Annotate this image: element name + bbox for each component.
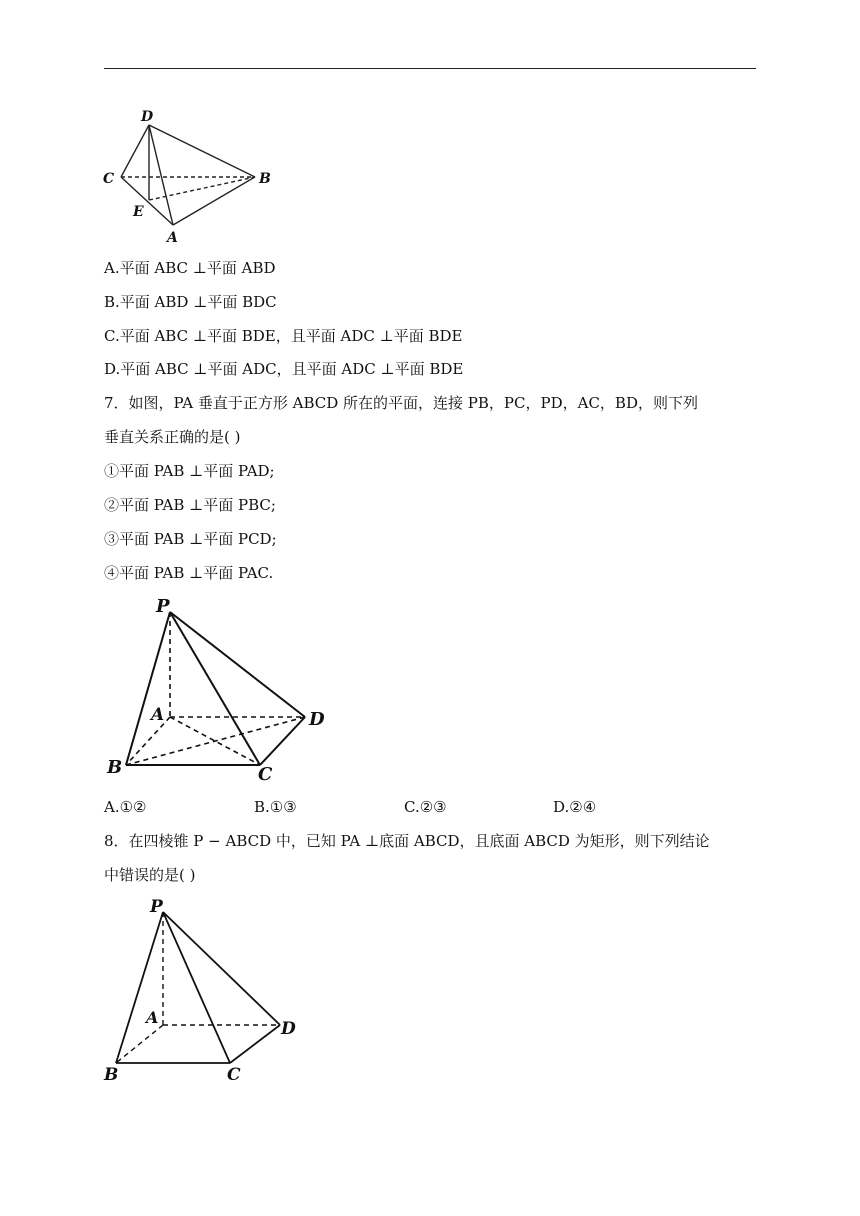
label-B: B (259, 171, 271, 187)
label-D: D (281, 1019, 296, 1039)
figure-pyramid-q7 (100, 592, 340, 788)
q7-item-3: ③平面 PAB ⊥平面 PCD; (104, 530, 277, 548)
label-P: P (156, 596, 170, 617)
q6-option-a: A.平面 ABC ⊥平面 ABD (104, 259, 276, 277)
figure-pyramid-q8 (100, 892, 310, 1088)
q7-item-1: ①平面 PAB ⊥平面 PAD; (104, 462, 275, 480)
q6-option-b: B.平面 ABD ⊥平面 BDC (104, 293, 277, 311)
q7-item-4: ④平面 PAB ⊥平面 PAC. (104, 564, 274, 582)
header-rule (104, 68, 756, 69)
label-A: A (167, 230, 178, 246)
label-A: A (151, 705, 165, 725)
label-A: A (146, 1008, 159, 1027)
label-B: B (107, 757, 123, 778)
label-D: D (309, 709, 325, 730)
q7-stem-line1: 7．如图，PA 垂直于正方形 ABCD 所在的平面，连接 PB，PC，PD，AC，BD，则下列 (104, 394, 698, 412)
q7-item-2: ②平面 PAB ⊥平面 PBC; (104, 496, 276, 514)
q8-stem-line1: 8．在四棱锥 P − ABCD 中，已知 PA ⊥底面 ABCD，且底面 ABCD 为矩形，则下列结论 (104, 832, 710, 850)
label-B: B (104, 1065, 119, 1085)
q7-stem-line2: 垂直关系正确的是( ) (104, 428, 241, 446)
q7-option-b: B.①③ (254, 798, 297, 816)
figure-tetrahedron (100, 104, 280, 246)
q8-stem-line2: 中错误的是( ) (104, 866, 196, 884)
label-C: C (227, 1065, 241, 1085)
q7-option-c: C.②③ (404, 798, 447, 816)
label-E: E (133, 204, 144, 220)
q6-option-c: C.平面 ABC ⊥平面 BDE，且平面 ADC ⊥平面 BDE (104, 327, 463, 345)
label-C: C (103, 171, 115, 187)
q7-option-a: A.①② (104, 798, 147, 816)
label-D: D (141, 109, 154, 125)
q7-option-d: D.②④ (553, 798, 597, 816)
q6-option-d: D.平面 ABC ⊥平面 ADC，且平面 ADC ⊥平面 BDE (104, 360, 464, 378)
label-C: C (258, 764, 273, 785)
label-P: P (150, 897, 163, 917)
